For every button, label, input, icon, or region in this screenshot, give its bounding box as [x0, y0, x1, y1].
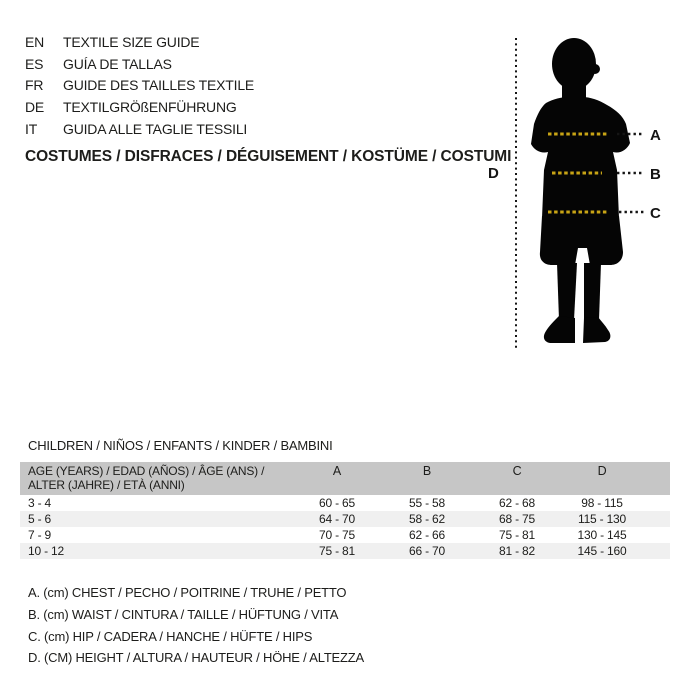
legend-hip: C. (cm) HIP / CADERA / HANCHE / HÜFTE / HIPS	[28, 628, 313, 644]
language-label: GUIDE DES TAILLES TEXTILE	[63, 77, 255, 94]
language-row-it	[25, 118, 254, 140]
group-title-children: CHILDREN / NIÑOS / ENFANTS / KINDER / BAMBINI	[28, 438, 333, 453]
table-row	[20, 527, 670, 543]
size-table-header	[20, 462, 670, 495]
language-list	[25, 31, 254, 140]
measure-label-b: B	[650, 166, 661, 183]
language-code: IT	[25, 121, 38, 138]
child-silhouette-icon	[531, 38, 630, 343]
waist-range: 55 - 58	[409, 496, 445, 510]
measurement-legend	[28, 582, 364, 669]
chest-range: 75 - 81	[319, 544, 355, 558]
waist-range: 62 - 66	[409, 528, 445, 542]
legend-waist: B. (cm) WAIST / CINTURA / TAILLE / HÜFTUNG / VITA	[28, 606, 339, 622]
table-row	[20, 511, 670, 527]
age-cell: 5 - 6	[28, 512, 52, 526]
age-cell: 3 - 4	[28, 496, 52, 510]
size-table	[20, 462, 670, 559]
language-code: ES	[25, 55, 44, 72]
age-cell: 10 - 12	[28, 544, 64, 558]
table-row	[20, 543, 670, 559]
measure-label-a: A	[650, 127, 661, 144]
chest-range: 64 - 70	[319, 512, 355, 526]
waist-range: 58 - 62	[409, 512, 445, 526]
language-row-de	[25, 96, 254, 118]
measurement-figure	[480, 20, 700, 360]
language-code: DE	[25, 99, 45, 116]
age-header-cell	[20, 465, 292, 492]
height-range: 115 - 130	[577, 512, 627, 526]
age-header-line1: AGE (YEARS) / EDAD (AÑOS) / ÂGE (ANS) /	[28, 464, 265, 478]
measure-label-c: C	[650, 205, 661, 222]
chest-range: 60 - 65	[319, 496, 355, 510]
category-title: COSTUMES / DISFRACES / DÉGUISEMENT / KOSTÜME / COSTUMI	[25, 148, 512, 165]
legend-chest: A. (cm) CHEST / PECHO / POITRINE / TRUHE / PETTO	[28, 585, 347, 600]
height-range: 145 - 160	[577, 544, 627, 558]
hip-range: 68 - 75	[499, 512, 535, 526]
language-label: GUÍA DE TALLAS	[63, 55, 172, 72]
language-label: TEXTILE SIZE GUIDE	[63, 33, 200, 50]
language-row-fr	[25, 75, 254, 97]
language-label: TEXTILGRÖßENFÜHRUNG	[63, 99, 237, 116]
column-header-b: B	[422, 464, 432, 478]
language-code: EN	[25, 33, 45, 50]
height-range: 98 - 115	[581, 496, 623, 510]
waist-range: 66 - 70	[409, 544, 445, 558]
language-row-en	[25, 31, 254, 53]
measure-label-d: D	[488, 165, 499, 182]
height-range: 130 - 145	[577, 528, 627, 542]
hip-range: 81 - 82	[499, 544, 535, 558]
column-header-d: D	[597, 464, 607, 478]
column-header-c: C	[512, 464, 522, 478]
hip-range: 75 - 81	[499, 528, 535, 542]
column-header-a: A	[332, 464, 342, 478]
table-row	[20, 495, 670, 511]
language-code: FR	[25, 77, 44, 94]
language-row-es	[25, 53, 254, 75]
language-label: GUIDA ALLE TAGLIE TESSILI	[63, 121, 248, 138]
hip-range: 62 - 68	[499, 496, 535, 510]
child-silhouette-diagram	[480, 20, 700, 360]
legend-height: D. (CM) HEIGHT / ALTURA / HAUTEUR / HÖHE / ALTEZZA	[28, 650, 364, 666]
age-cell: 7 - 9	[28, 528, 52, 542]
chest-range: 70 - 75	[319, 528, 355, 542]
age-header-line2: ALTER (JAHRE) / ETÀ (ANNI)	[28, 477, 185, 492]
